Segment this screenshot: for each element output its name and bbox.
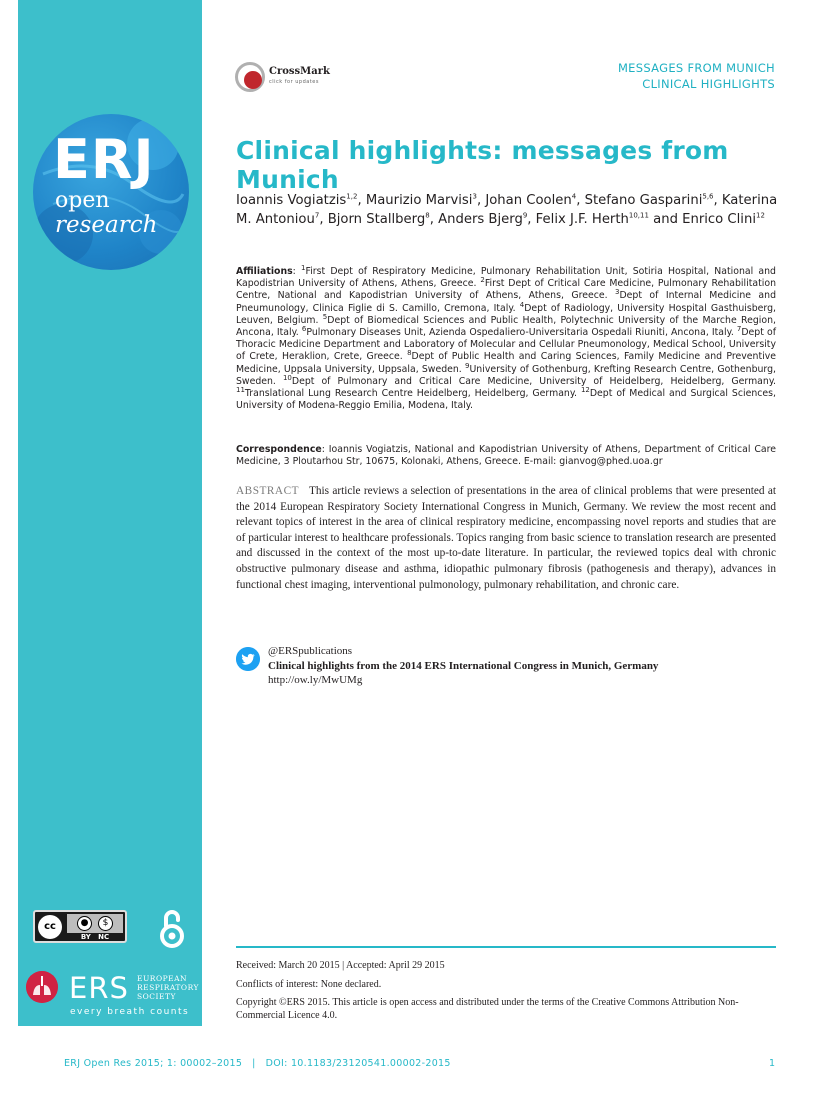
affiliations: Affiliations: $^1$First Dept of Respiratory Medicine, Pulmonary Rehabilitation Unit, Sotiria Hospital, National and Kapodistrian University of Athens, Athens, Greece. $^2$First Dept of Critical Care Medicine, Pulmonary Rehabilitation Centre, National and Kapodistrian University of Athens, Athens, Greece. $^3$Dept of Internal Medicine and Pneumunology, Clinica Figlie di S. Camillo, Cremona, Italy. $^4$Dept of Radiology, University Hospital Gasthuisberg, Leuven, Belgium. $^5$Dept of Biomedical Sciences and Public Health, Polytechnic University of the Marche Region, Ancona, Italy. $^6$Pulmonary Diseases Unit, Azienda Ospedaliero-Universitaria Ospedali Riuniti, Ancona, Italy. $^7$Dept of Thoracic Medicine Department and Laboratory of Molecular and Cellular Pneumonology, Medical School, University of Crete, Heraklion, Crete, Greece. $^8$Dept of Public Health and Caring Sciences, Family Medicine and Preventive Medicine, Uppsala University, Uppsala, Sweden. $^9$University of Gothenburg, Krefting Research Centre, Gothenburg, Sweden. $^{10}$Dept of Pulmonary and Critical Care Medicine, University of Heidelberg, Heidelberg, Germany. $^{11}$Translational Lung Research Centre Heidelberg, Heidelberg, Germany. $^{12}$Dept of Medical and Surgical Sciences, University of Modena-Reggio Emilia, Modena, Italy. (236, 263, 777, 412)
author-name: Stefano Gasparini (584, 193, 703, 208)
abstract-label: ABSTRACT (236, 485, 300, 497)
affiliation-marker: 2 (480, 276, 485, 285)
article-footnotes (236, 960, 776, 1028)
affiliation-text: First Dept of Respiratory Medicine, Pulmonary Rehabilitation Unit, Sotiria Hospital, National and Kapodistrian University of Athens, Athens, Greece. (236, 266, 776, 290)
affiliation-text: Dept of Pulmonary and Critical Care Medicine, University of Heidelberg, Heidelberg, Germany. (291, 375, 776, 387)
author-affiliation-marker: 12 (756, 211, 765, 220)
logo-erj-text: ERJ (53, 128, 155, 191)
crossmark-icon (235, 62, 265, 92)
author-list: Ioannis Vogiatzis$^{1,2}$, Maurizio Marvisi$^3$, Johan Coolen$^4$, Stefano Gasparini$^{5,6}$, Katerina M. Antoniou$^7$, Bjorn Stallberg$^8$, Anders Bjerg$^9$, Felix J.F. Herth$^{10,11}$ and Enrico Clini$^{12}$ (236, 192, 778, 227)
cc-badge-icons (67, 914, 123, 933)
author-affiliation-marker: 10,11 (628, 211, 649, 220)
erj-open-research-logo (33, 114, 189, 270)
ers-wordmark: ERS (69, 971, 129, 1005)
affiliation-marker: 4 (519, 300, 525, 309)
cc-icon: cc (38, 915, 62, 939)
author-name: Ioannis Vogiatzis (236, 193, 347, 208)
author-affiliation-marker: 9 (522, 211, 528, 220)
affiliation-marker: 6 (301, 324, 307, 333)
affiliation-marker: 10 (282, 373, 292, 382)
author-affiliation-marker: 5,6 (702, 192, 714, 201)
author-affiliation-marker: 7 (314, 211, 320, 220)
crossmark-label: CrossMark (269, 66, 330, 77)
author-name: Enrico Clini (682, 211, 756, 227)
author-name: Anders Bjerg (438, 211, 523, 227)
logo-research-text: research (55, 212, 158, 238)
author-name: Felix J.F. Herth (535, 211, 629, 227)
author-name: Maurizio Marvisi (365, 193, 473, 208)
affiliation-marker: 7 (736, 324, 742, 333)
affiliation-marker: 1 (301, 263, 306, 272)
cc-badge-labels (67, 933, 123, 942)
tweet-text (268, 644, 658, 688)
correspondence-text: : Ioannis Vogiatzis, National and Kapodistrian University of Athens, Department of Critical Care Medicine, 3 Ploutarhou Str, 10675, Kolonaki, Athens, Greece. E-mail: gianvog@phed.uoa.gr (236, 444, 776, 468)
by-label: BY (80, 933, 91, 941)
citation-footer: ERJ Open Res 2015; 1: 00002–2015 | DOI: 10.1183/23120541.00002-2015 (64, 1058, 451, 1069)
ers-tagline: every breath counts (70, 1007, 190, 1017)
affiliation-text: Dept of Public Health and Caring Sciences, Family Medicine and Preventive Medicine, Uppsala University, Uppsala, Sweden. (236, 351, 776, 375)
affiliations-label: Affiliations (236, 266, 293, 277)
tweet-headline: Clinical highlights from the 2014 ERS International Congress in Munich, Germany (268, 659, 659, 672)
logo-open-text: open (55, 188, 110, 213)
ers-society-line2: RESPIRATORY (137, 983, 199, 992)
ers-society-line3: SOCIETY (137, 992, 176, 1001)
author-name: Katerina M. Antoniou (236, 193, 778, 227)
affiliation-text: Pulmonary Diseases Unit, Azienda Ospedaliero-Universitaria Ospedali Riuniti, Ancona, Italy. (306, 327, 737, 339)
section-label-line2: CLINICAL HIGHLIGHTS (642, 77, 775, 91)
abstract-text: This article reviews a selection of presentations in the area of clinical problems that were presented at the 2014 European Respiratory Society International Congress in Munich, Germany. We review the most recent and relevant topics of interest in the area of clinical respiratory medicine, encompassing novel reports and studies that are of particular interest to healthcare professionals. Topics ranging from basic science to translation research are presented and discussed in the context of the most up-to-date literature. In particular, the reviewed topics deal with chronic obstructive pulmonary disease and asthma, idiopathic pulmonary fibrosis (pathogenesis and therapy), advances in functional chest imaging, interventional pulmonology, pulmonary rehabilitation, and chronic care. (236, 485, 776, 591)
affiliation-text: Translational Lung Research Centre Heidelberg, Heidelberg, Germany. (244, 388, 581, 400)
author-affiliation-marker: 1,2 (346, 192, 358, 201)
cc-license-badge[interactable] (33, 910, 127, 943)
tweet-link[interactable]: http://ow.ly/MwUMg (268, 674, 363, 686)
affiliations-body (236, 263, 777, 412)
section-label (618, 60, 775, 92)
copyright-notice: Copyright ©ERS 2015. This article is open access and distributed under the terms of the Creative Commons Attribution Non-Commercial Licence 4.0. (236, 997, 739, 1021)
crossmark-button[interactable] (235, 62, 330, 94)
affiliation-marker: 12 (580, 385, 590, 394)
affiliation-text: Dept of Biomedical Sciences and Public Health, Polytechnic University of the Marche Region, Ancona, Italy. (236, 314, 776, 339)
article-title: Clinical highlights: messages from Munich (236, 136, 729, 194)
footnote-divider (236, 946, 776, 948)
affiliation-marker: 9 (465, 361, 470, 370)
affiliation-text: Dept of Medical and Surgical Sciences, University of Modena-Reggio Emilia, Modena, Italy. (236, 388, 776, 412)
author-affiliation-marker: 8 (425, 211, 430, 220)
by-person-icon: ● (77, 916, 92, 931)
received-dates: Received: March 20 2015 | Accepted: April 29 2015 (236, 960, 445, 971)
author-name: Bjorn Stallberg (327, 211, 426, 227)
ers-society-name (137, 974, 202, 1001)
affiliation-text: Dept of Radiology, University Hospital Gasthuisberg, Leuven, Belgium. (236, 302, 777, 326)
nc-dollar-icon: $ (98, 916, 113, 931)
affiliation-text: Dept of Thoracic Medicine Department and Laboratory of Molecular and Cellular Pneumonology, Medical School, University of Crete, Heraklion, Crete, Greece. (236, 327, 776, 363)
crossmark-sub: click for updates (269, 79, 319, 85)
correspondence (236, 444, 776, 468)
affiliation-text: First Dept of Critical Care Medicine, Pulmonary Rehabilitation Centre, National and Kapodistrian University of Athens, Athens, Greece. (236, 278, 776, 302)
twitter-icon[interactable] (236, 647, 260, 671)
affiliation-marker: 8 (407, 349, 412, 358)
ers-lungs-icon (26, 971, 58, 1003)
affiliation-marker: 11 (236, 385, 245, 394)
ers-society-line1: EUROPEAN (137, 974, 188, 983)
page-number: 1 (769, 1058, 776, 1069)
author-name: Johan Coolen (485, 193, 572, 208)
affiliation-marker: 3 (614, 288, 620, 297)
affiliation-text: Dept of Internal Medicine and Pneumunology, Clinica Figlie di S. Camillo, Cremona, Italy. (236, 290, 776, 314)
conflicts-of-interest: Conflicts of interest: None declared. (236, 978, 382, 990)
tweet-handle[interactable]: @ERSpublications (268, 645, 353, 657)
affiliation-text: University of Gothenburg, Krefting Research Centre, Gothenburg, Sweden. (236, 363, 777, 387)
author-affiliation-marker: 4 (571, 192, 577, 201)
correspondence-label: Correspondence (236, 444, 322, 455)
section-label-line1: MESSAGES FROM MUNICH (617, 61, 775, 75)
affiliation-marker: 5 (322, 312, 328, 321)
author-affiliation-marker: 3 (472, 192, 477, 201)
nc-label: NC (98, 933, 110, 941)
open-access-icon (158, 908, 186, 948)
abstract (236, 484, 776, 593)
